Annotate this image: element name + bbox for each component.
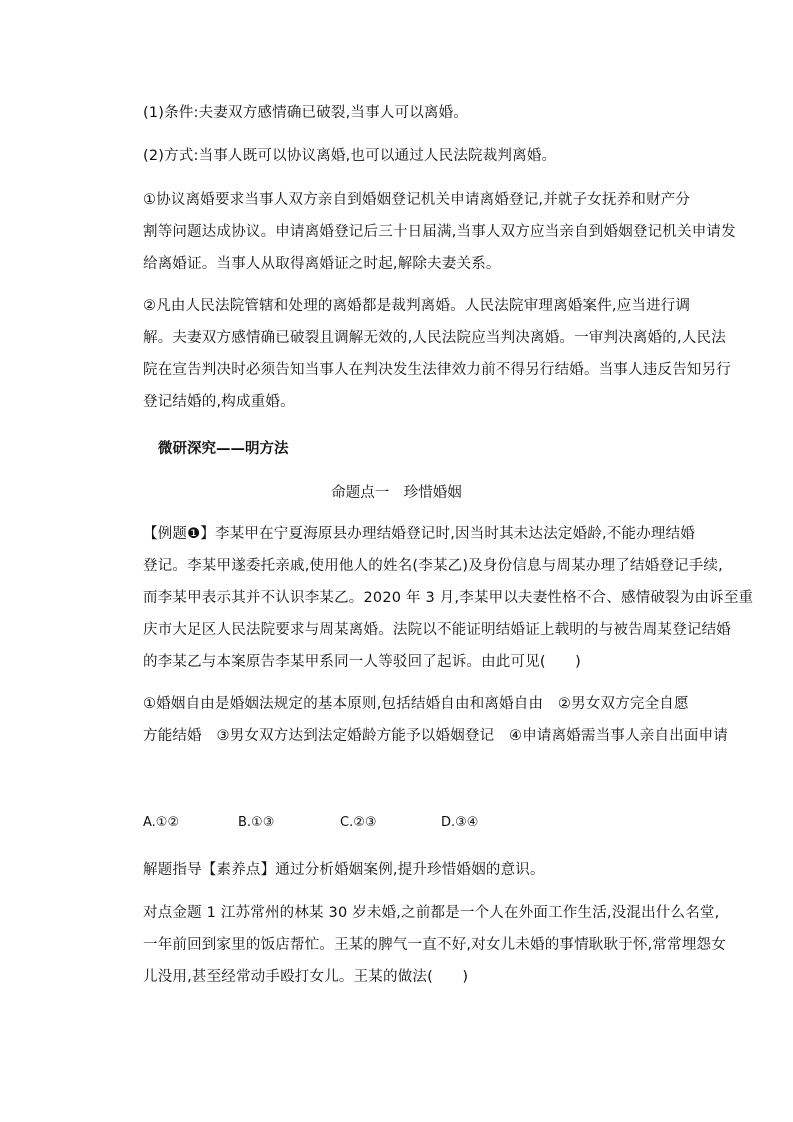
example-line-3: 而李某甲表示其并不认识李某乙。2020 年 3 月,李某甲以夫妻性格不合、感情破裂为由诉至重 bbox=[143, 590, 754, 606]
practice-line-2: 一年前回到家里的饭店帮忙。王某的脾气一直不好,对女儿未婚的事情耿耿于怀,常常埋怨女 bbox=[143, 937, 726, 953]
method-paragraph: (2)方式:当事人既可以协议离婚,也可以通过人民法院裁判离婚。 bbox=[143, 148, 557, 164]
practice-line-1: 对点金题 1 江苏常州的林某 30 岁未婚,之前都是一个人在外面工作生活,没混出什么名堂, bbox=[143, 905, 720, 921]
condition-paragraph: (1)条件:夫妻双方感情确已破裂,当事人可以离婚。 bbox=[143, 105, 469, 121]
practice-line-3: 儿没用,甚至经常动手殴打女儿。王某的做法( ) bbox=[143, 969, 469, 985]
statements-line-1: ①婚姻自由是婚姻法规定的基本原则,包括结婚自由和离婚自由 ②男女双方完全自愿 bbox=[143, 696, 689, 712]
agreement-divorce-line-2: 割等问题达成协议。申请离婚登记后三十日届满,当事人双方应当亲自到婚姻登记机关申请发 bbox=[143, 224, 736, 240]
section-heading: 微研深究——明方法 bbox=[158, 441, 289, 457]
example-line-2: 登记。李某甲遂委托亲戚,使用他人的姓名(李某乙)及身份信息与周某办理了结婚登记手续, bbox=[143, 558, 723, 574]
court-divorce-line-2: 解。夫妻双方感情确已破裂且调解无效的,人民法院应当判决离婚。一审判决离婚的,人民法 bbox=[143, 330, 726, 346]
option-c[interactable]: C.②③ bbox=[340, 815, 377, 830]
option-d[interactable]: D.③④ bbox=[441, 815, 479, 830]
option-b[interactable]: B.①③ bbox=[238, 815, 275, 830]
agreement-divorce-line-1: ①协议离婚要求当事人双方亲自到婚姻登记机关申请离婚登记,并就子女抚养和财产分 bbox=[143, 192, 691, 208]
court-divorce-line-3: 院在宣告判决时必须告知当事人在判决发生法律效力前不得另行结婚。当事人违反告知另行 bbox=[143, 362, 731, 378]
option-a[interactable]: A.①② bbox=[143, 815, 180, 830]
court-divorce-line-1: ②凡由人民法院管辖和处理的离婚都是裁判离婚。人民法院审理离婚案件,应当进行调 bbox=[143, 298, 691, 314]
example-line-4: 庆市大足区人民法院要求与周某离婚。法院以不能证明结婚证上载明的与被告周某登记结婚 bbox=[143, 622, 731, 638]
topic-heading: 命题点一 珍惜婚姻 bbox=[331, 485, 462, 501]
example-line-5: 的李某乙与本案原告李某甲系同一人等驳回了起诉。由此可见( ) bbox=[143, 654, 582, 670]
example-line-1: 【例题❶】李某甲在宁夏海原县办理结婚登记时,因当时其未达法定婚龄,不能办理结婚 bbox=[143, 526, 696, 542]
agreement-divorce-line-3: 给离婚证。当事人从取得离婚证之时起,解除夫妻关系。 bbox=[143, 256, 501, 272]
court-divorce-line-4: 登记结婚的,构成重婚。 bbox=[143, 394, 295, 410]
solution-guide: 解题指导【素养点】通过分析婚姻案例,提升珍惜婚姻的意识。 bbox=[143, 862, 545, 878]
statements-line-2: 方能结婚 ③男女双方达到法定婚龄方能予以婚姻登记 ④申请离婚需当事人亲自出面申请 bbox=[143, 728, 728, 744]
